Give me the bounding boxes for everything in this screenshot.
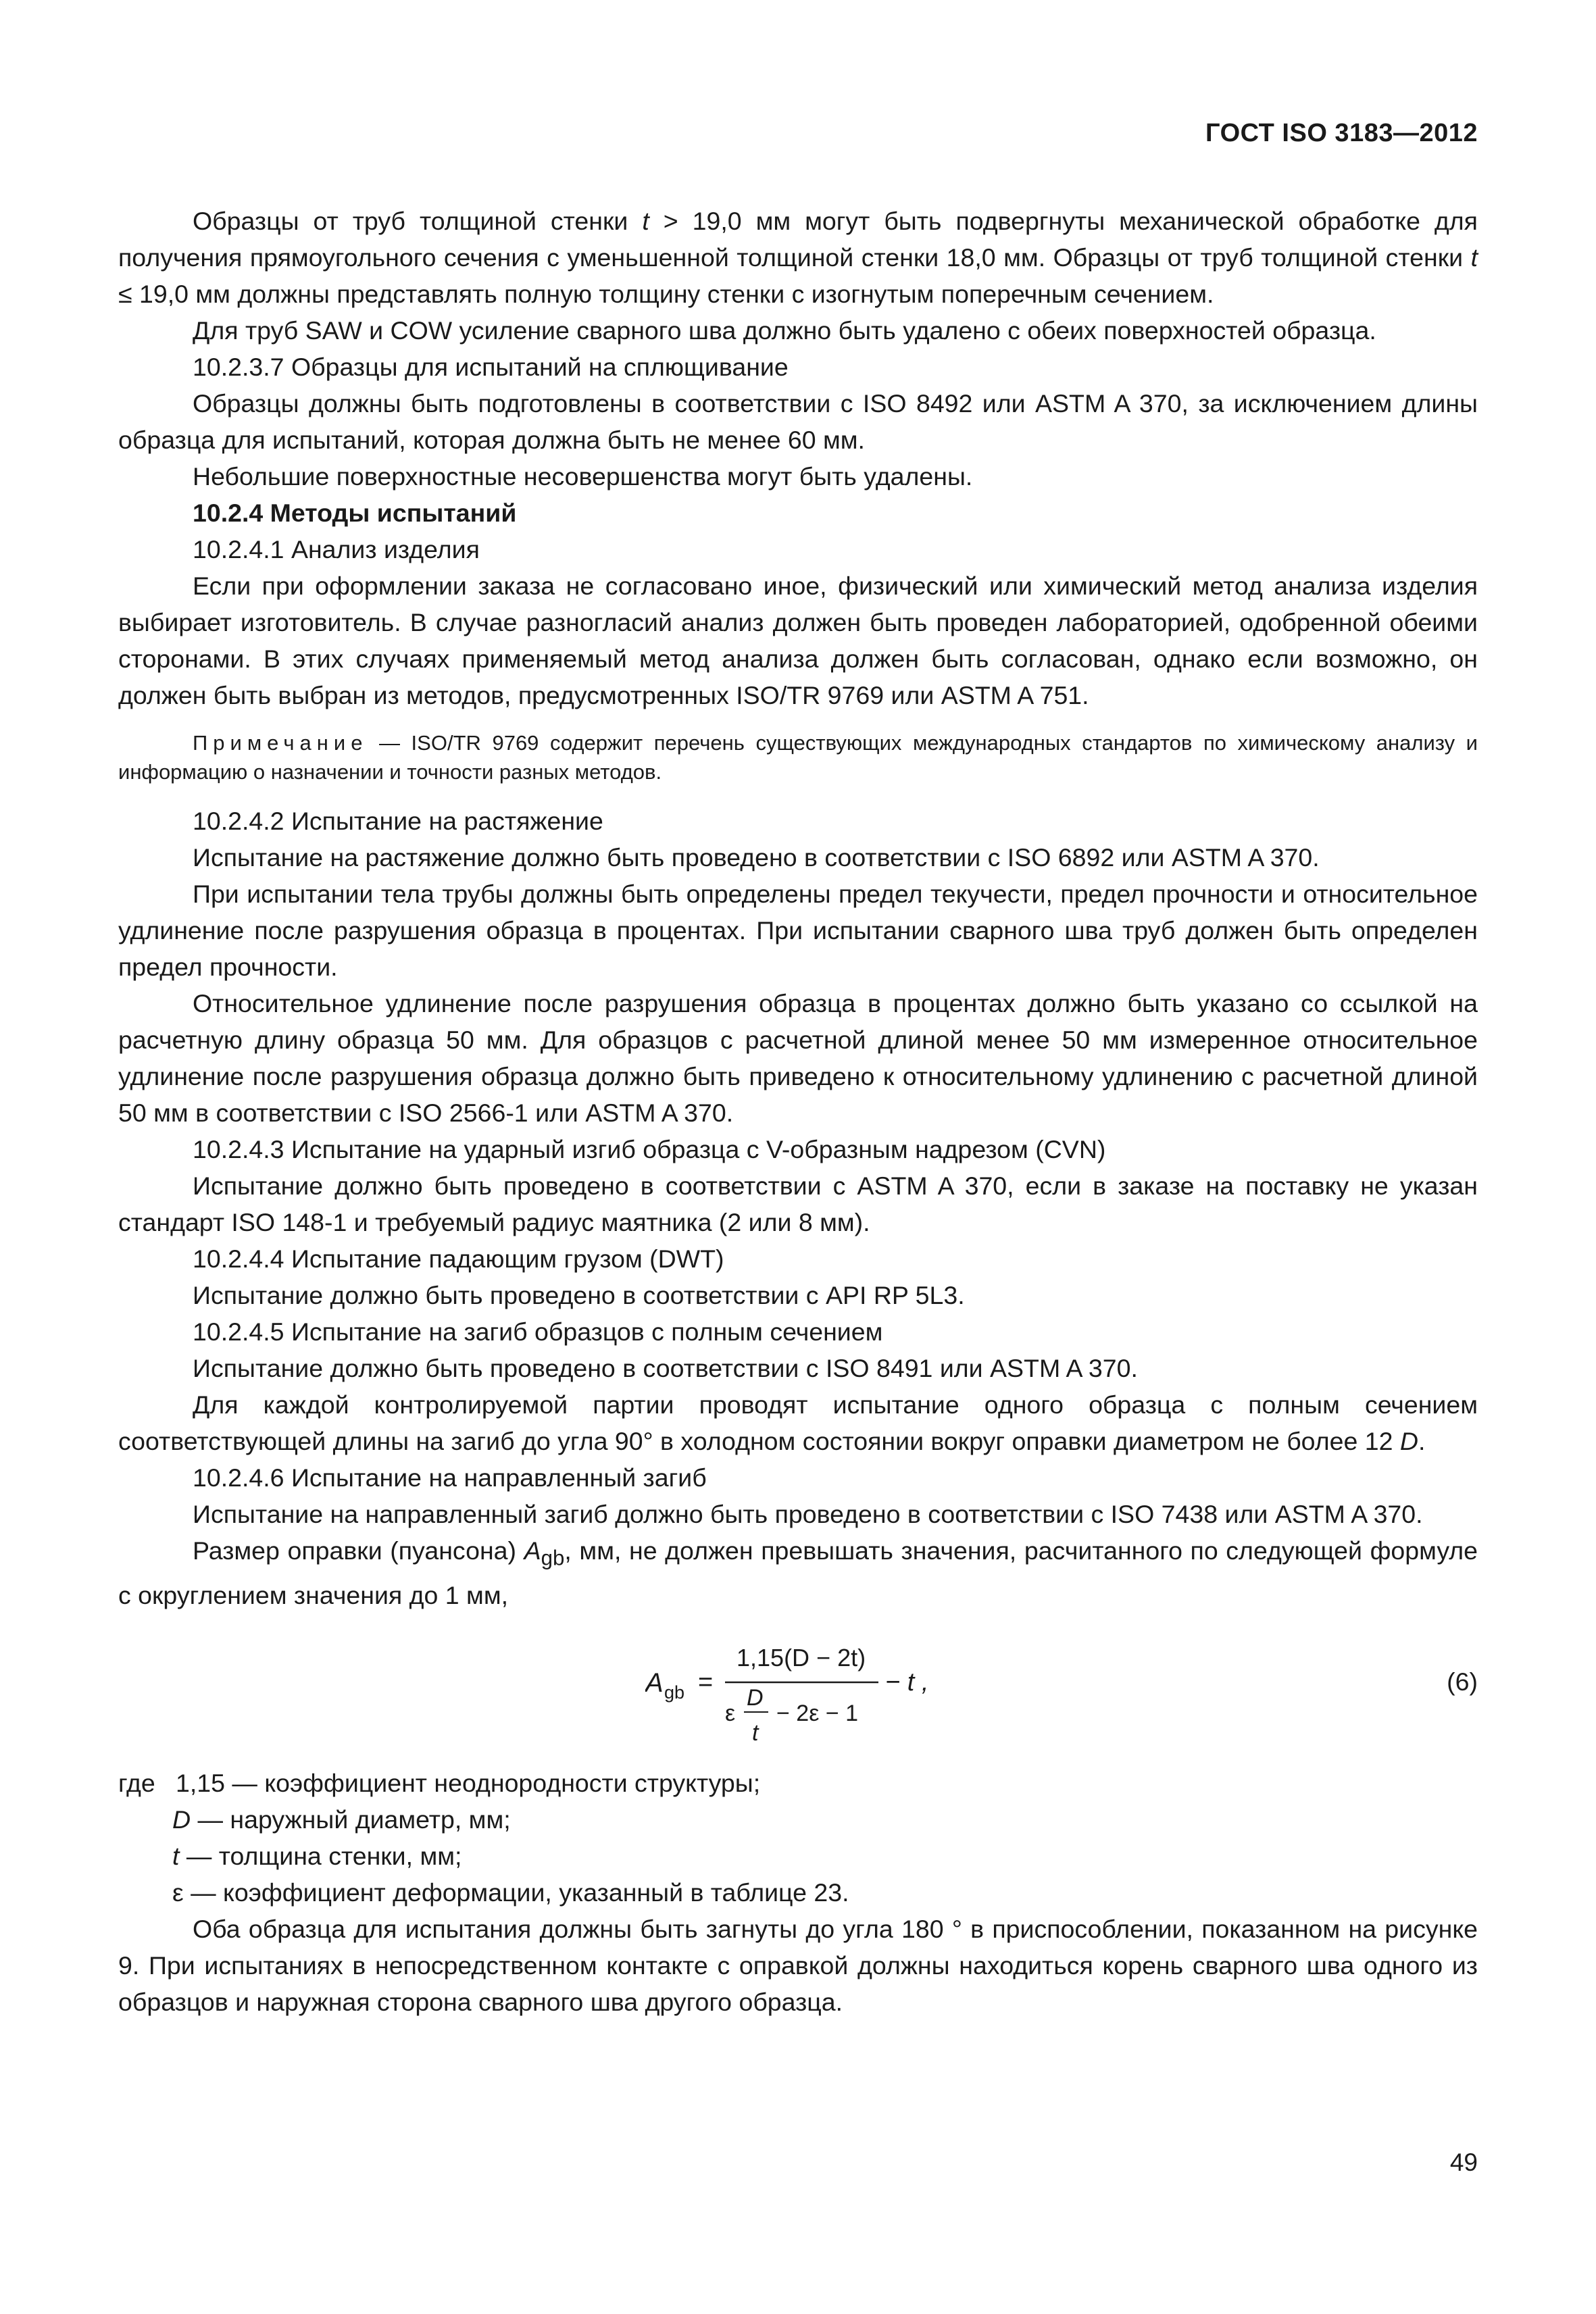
- paragraph-bend-fixture: Оба образца для испытания должны быть загнуты до угла 180 ° в приспособлении, показанном на рисунке 9. При испытаниях в непосредственном контакте с оправкой должны находиться корень сварного шва одного из образцов и наружная сторона сварного шва другого образца.: [118, 1914, 1478, 2016]
- paragraph-tensile-test: Испытание на растяжение должно быть проведено в соответствии с ISO 6892 или ASTM A 370.: [193, 843, 1320, 872]
- legend-row: [118, 1838, 1478, 1874]
- legend-symbol: D: [172, 1805, 191, 1834]
- document-code: ГОСТ ISO 3183—2012: [1205, 119, 1478, 147]
- section-heading-10-2-4: 10.2.4 Методы испытаний: [193, 499, 517, 527]
- legend-symbol: 1,15: [176, 1768, 225, 1797]
- clause-heading-10-2-4-4: 10.2.4.4 Испытание падающим грузом (DWT): [193, 1244, 724, 1273]
- clause-heading-10-2-4-2: 10.2.4.2 Испытание на растяжение: [193, 807, 603, 835]
- paragraph-cvn-test: Испытание должно быть проведено в соответствии с ASTM A 370, если в заказе на поставку не указан стандарт ISO 148-1 и требуемый радиус маятника (2 или 8 мм).: [118, 1172, 1478, 1236]
- paragraph-tensile-properties: При испытании тела трубы должны быть определены предел текучести, предел прочности и относительное удлинение после разрушения образца в процентах. При испытании сварного шва труб должен быть определен предел прочности.: [118, 880, 1478, 981]
- clause-heading-10-2-4-5: 10.2.4.5 Испытание на загиб образцов с полным сечением: [193, 1317, 883, 1346]
- paragraph-mandrel-size: Размер оправки (пуансона) $A_{gb}$, мм, не должен превышать значения, расчитанного по следующей формуле с округлением значения до 1 мм,: [118, 1536, 1478, 1609]
- formula-den-fraction-denominator: t: [752, 1719, 759, 1746]
- formula-den-fraction-numerator: D: [747, 1684, 764, 1711]
- paragraph-elongation: Относительное удлинение после разрушения образца в процентах должно быть указано со ссылкой на расчетную длину образца 50 мм. Для образцов с расчетной длиной менее 50 мм измеренное относительное удлинение после разрушения образца должно быть приведено к относительному удлинению с расчетной длиной 50 мм в соответствии с ISO 2566-1 или ASTM A 370.: [118, 989, 1478, 1127]
- formula-numerator: 1,15(D − 2t): [737, 1643, 866, 1671]
- formula-legend: [118, 1765, 1478, 1911]
- formula-6: [118, 1624, 1478, 1759]
- formula-image: [645, 1624, 1118, 1759]
- clause-heading-10-2-3-7: 10.2.3.7 Образцы для испытаний на сплющивание: [193, 353, 789, 381]
- paragraph-guided-bend: Испытание на направленный загиб должно быть проведено в соответствии с ISO 7438 или ASTM A 370.: [193, 1500, 1423, 1528]
- paragraph-dwt-test: Испытание должно быть проведено в соответствии с API RP 5L3.: [193, 1281, 965, 1309]
- clause-heading-10-2-4-6: 10.2.4.6 Испытание на направленный загиб: [193, 1463, 707, 1492]
- formula-den-epsilon: ε: [725, 1700, 736, 1726]
- legend-definition: — коэффициент неоднородности структуры;: [225, 1768, 761, 1797]
- paragraph-full-section-bend: Испытание должно быть проведено в соответствии с ISO 8491 или ASTM A 370.: [193, 1354, 1138, 1382]
- legend-where: где: [118, 1768, 155, 1797]
- paragraph-surface-imperfections: Небольшие поверхностные несовершенства могут быть удалены.: [193, 462, 973, 491]
- legend-definition: — толщина стенки, мм;: [179, 1841, 462, 1870]
- legend-definition: — коэффициент деформации, указанный в таблице 23.: [183, 1878, 849, 1907]
- formula-den-rest: − 2ε − 1: [776, 1700, 859, 1726]
- note-text: — ISO/TR 9769 содержит перечень существующих международных стандартов по химическому анализу и информацию о назначении и точности разных методов.: [118, 731, 1478, 784]
- formula-lhs-symbol: A: [645, 1667, 664, 1698]
- paragraph-flattening-specimens: Образцы должны быть подготовлены в соответствии с ISO 8492 или ASTM A 370, за исключением длины образца для испытаний, которая должна быть не менее 60 мм.: [118, 389, 1478, 454]
- legend-definition: — наружный диаметр, мм;: [191, 1805, 511, 1834]
- formula-lhs-subscript: gb: [664, 1682, 685, 1703]
- paragraph-specimen-thickness: Образцы от труб толщиной стенки t > 19,0 мм могут быть подвергнуты механической обработке для получения прямоугольного сечения с уменьшенной толщиной стенки 18,0 мм. Образцы от труб толщиной стенки t ≤ 19,0 мм должны представлять полную толщину стенки с изогнутым поперечным сечением.: [118, 207, 1478, 308]
- paragraph-product-analysis: Если при оформлении заказа не согласовано иное, физический или химический метод анализа изделия выбирает изготовитель. В случае разногласий анализ должен быть проведен лабораторией, одобренной обеими сторонами. В этих случаях применяемый метод анализа должен быть согласован, однако если возможно, он должен быть выбран из методов, предусмотренных ISO/TR 9769 или ASTM A 751.: [118, 572, 1478, 709]
- note: [118, 728, 1478, 786]
- page-number: 49: [1449, 2148, 1478, 2176]
- legend-symbol: ε: [172, 1878, 184, 1907]
- paragraph-weld-reinforcement: Для труб SAW и COW усиление сварного шва должно быть удалено с обеих поверхностей образца.: [193, 316, 1376, 345]
- formula-tail: − t ,: [885, 1667, 929, 1696]
- clause-heading-10-2-4-1: 10.2.4.1 Анализ изделия: [193, 535, 480, 563]
- legend-row: [118, 1874, 1478, 1911]
- legend-symbol: t: [172, 1841, 180, 1870]
- legend-row: [118, 1765, 1478, 1801]
- formula-number: (6): [1447, 1667, 1478, 1696]
- paragraph-bend-per-lot: Для каждой контролируемой партии проводят испытание одного образца с полным сечением соответствующей длины на загиб до угла 90° в холодном состоянии вокруг оправки диаметром не более 12 D.: [118, 1390, 1478, 1455]
- note-label: Примечание: [193, 731, 368, 755]
- legend-row: [118, 1801, 1478, 1838]
- page-body: [118, 203, 1478, 2020]
- formula-equals: =: [698, 1667, 714, 1696]
- clause-heading-10-2-4-3: 10.2.4.3 Испытание на ударный изгиб образца с V-образным надрезом (CVN): [193, 1135, 1106, 1163]
